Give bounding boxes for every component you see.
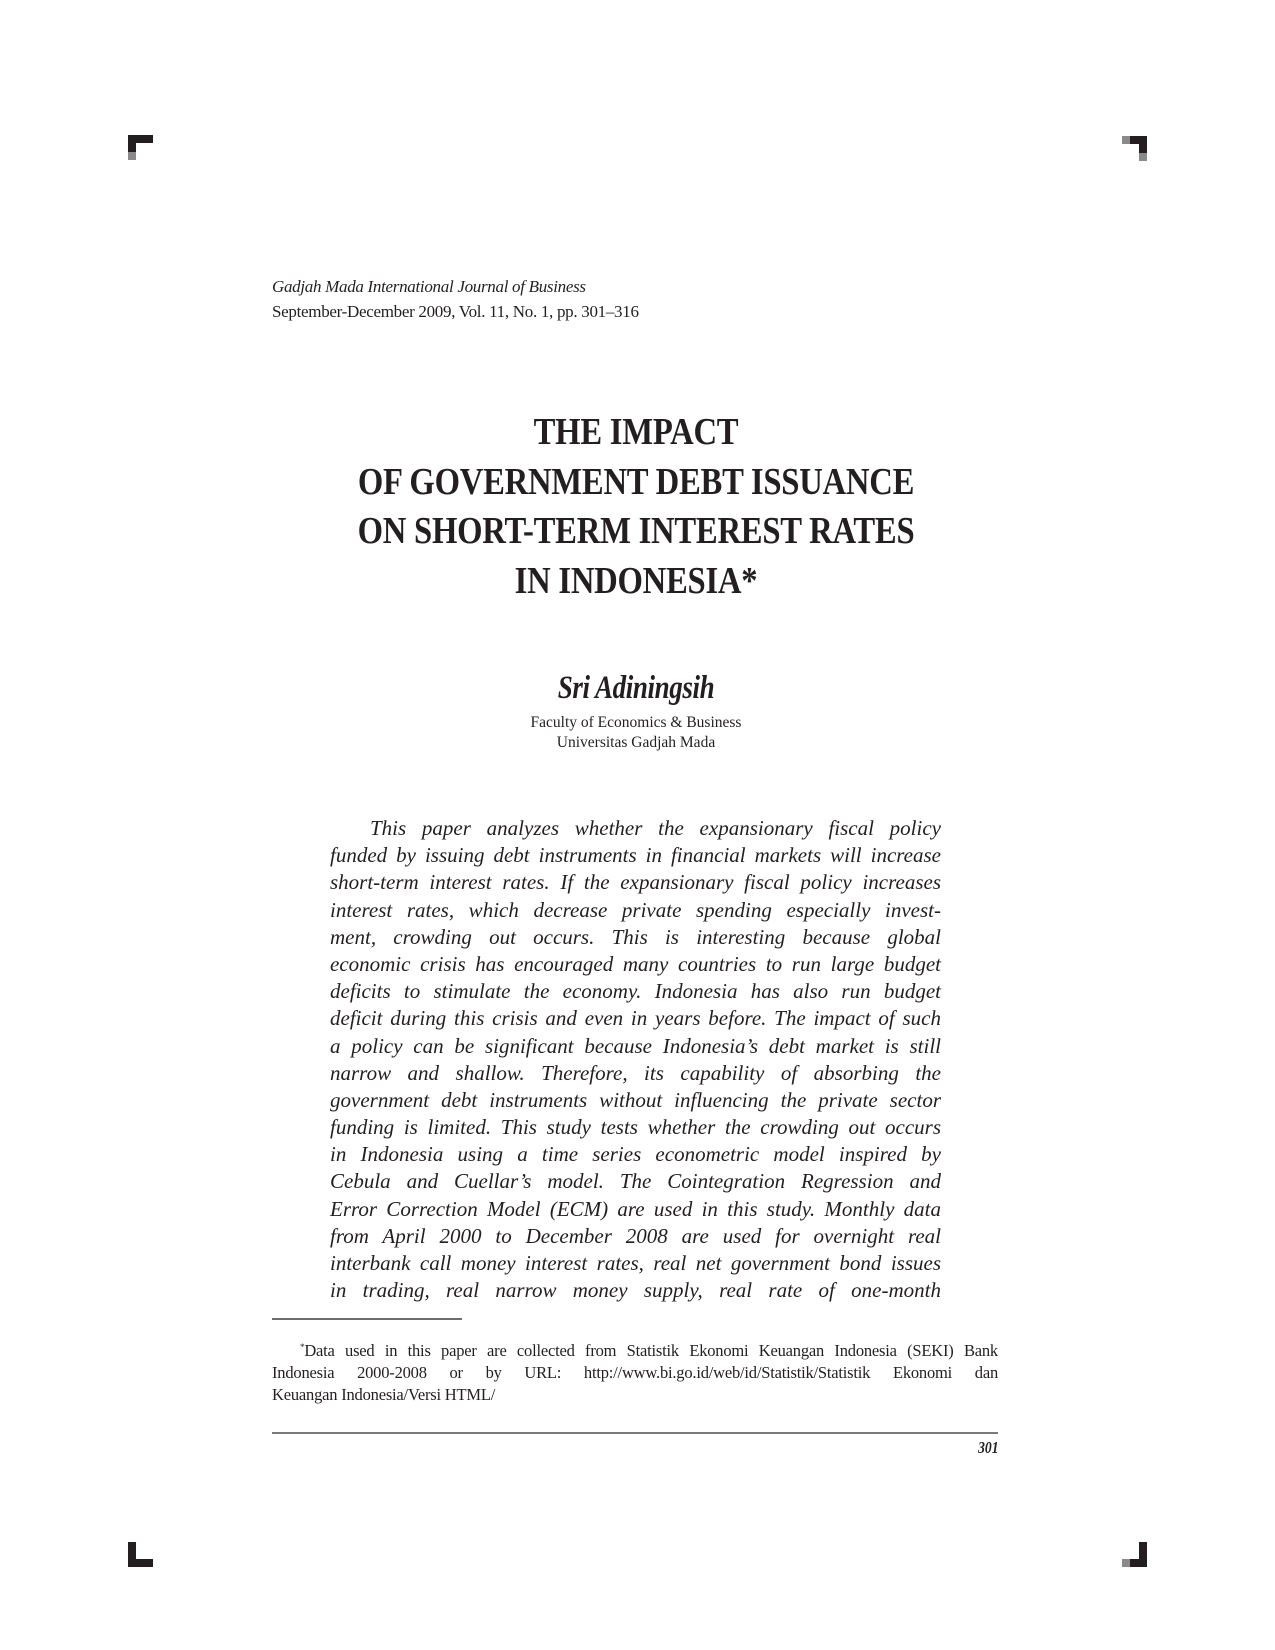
affiliation-line: Universitas Gadjah Mada — [556, 734, 716, 751]
title-line: ON SHORT-TERM INTEREST RATES — [357, 510, 915, 552]
page-number: 301 — [977, 1438, 998, 1457]
crop-mark-top-left — [128, 135, 153, 160]
abstract-line: This paper analyzes whether the expansionary fiscal policy — [370, 816, 941, 840]
author-name: Sri Adiningsih — [557, 670, 715, 706]
abstract-line: short-term interest rates. If the expansionary fiscal policy increases — [330, 870, 941, 895]
abstract-line: interbank call money interest rates, real net government bond issues — [330, 1251, 941, 1275]
footnote-line — [272, 1336, 998, 1362]
title-line: OF GOVERNMENT DEBT ISSUANCE — [357, 460, 915, 503]
abstract-line: narrow and shallow. Therefore, its capability of absorbing the — [330, 1060, 941, 1085]
abstract-line: in Indonesia using a time series econometric model inspired by — [330, 1142, 941, 1167]
footer-rule — [272, 1432, 998, 1434]
affiliation-line: Faculty of Economics & Business — [530, 714, 742, 731]
footnote-marker: * — [300, 1342, 305, 1352]
paper-title — [347, 408, 925, 606]
author-affiliation — [436, 713, 836, 753]
title-line: THE IMPACT — [533, 411, 739, 453]
footnote-line: Indonesia 2000-2008 or by URL: http://www.bi.go.id/web/id/Statistik/Statistik Ekonomi dan — [272, 1363, 998, 1382]
footnote-line: Keuangan Indonesia/Versi HTML/ — [272, 1385, 496, 1404]
abstract-line: in trading, real narrow money supply, real rate of one-month — [330, 1278, 941, 1303]
footnote-separator — [272, 1318, 462, 1320]
crop-mark-top-right — [1122, 136, 1147, 161]
abstract-line: government debt instruments without influencing the private sector — [330, 1087, 941, 1112]
footnote-text: Data used in this paper are collected from Statistik Ekonomi Keuangan Indonesia (SEKI) Bank — [304, 1341, 998, 1360]
title-line: IN INDONESIA* — [514, 559, 758, 602]
footnote — [272, 1336, 998, 1406]
journal-name: Gadjah Mada International Journal of Business — [272, 277, 586, 296]
abstract-line: from April 2000 to December 2008 are used for overnight real — [330, 1223, 941, 1248]
abstract-line: ment, crowding out occurs. This is interesting because global — [330, 924, 941, 949]
issue-info: September-December 2009, Vol. 11, No. 1, pp. 301–316 — [272, 302, 639, 321]
abstract-line: funding is limited. This study tests whether the crowding out occurs — [330, 1115, 941, 1140]
abstract-line: interest rates, which decrease private spending especially invest- — [330, 897, 941, 922]
abstract — [330, 815, 941, 1304]
abstract-line: a policy can be significant because Indonesia’s debt market is still — [330, 1033, 941, 1058]
abstract-line: economic crisis has encouraged many countries to run large budget — [330, 951, 941, 976]
abstract-line: Cebula and Cuellar’s model. The Cointegration Regression and — [330, 1169, 941, 1194]
abstract-line: funded by issuing debt instruments in financial markets will increase — [330, 843, 941, 868]
abstract-line: deficits to stimulate the economy. Indonesia has also run budget — [330, 979, 941, 1004]
abstract-line: deficit during this crisis and even in years before. The impact of such — [330, 1006, 941, 1031]
crop-mark-bottom-right — [1122, 1542, 1147, 1567]
crop-mark-bottom-left — [128, 1542, 153, 1567]
abstract-line: Error Correction Model (ECM) are used in this study. Monthly data — [330, 1196, 941, 1221]
